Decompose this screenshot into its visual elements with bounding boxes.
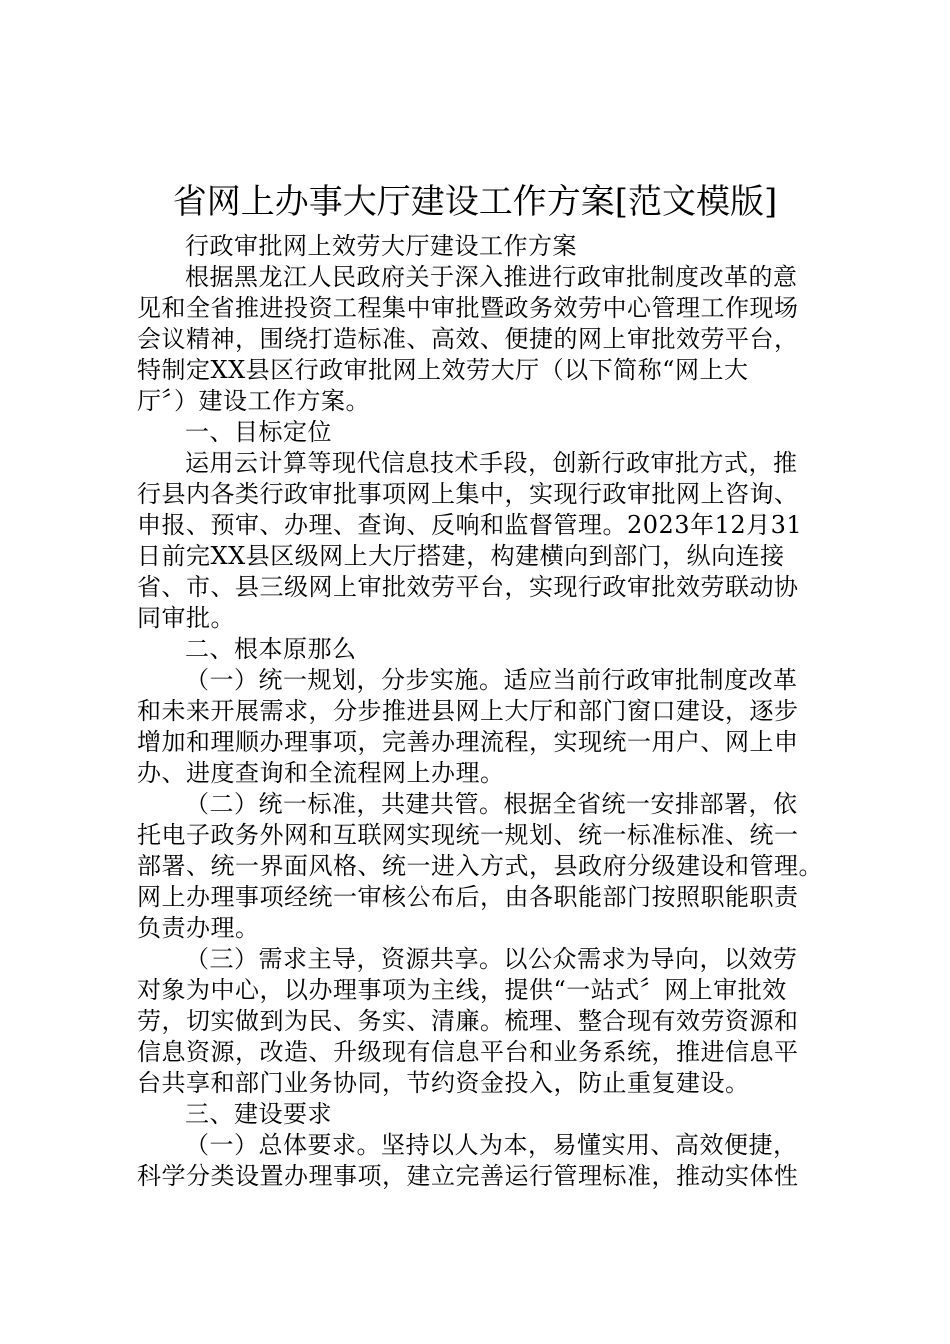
- body-line: 信息资源，改造、升级现有信息平台和业务系统，推进信息平: [137, 1038, 799, 1066]
- body-line: 省、市、县三级网上审批效劳平台，实现行政审批效劳联动协: [137, 573, 799, 601]
- body-line: 部署、统一界面风格、统一进入方式，县政府分级建设和管理。: [137, 852, 823, 880]
- body-line: 行县内各类行政审批事项网上集中，实现行政审批网上咨询、: [137, 480, 799, 508]
- body-line: 增加和理顺办理事项，完善办理流程，实现统一用户、网上申: [137, 728, 799, 756]
- body-line: 办、进度查询和全流程网上办理。: [137, 759, 505, 787]
- body-line: 会议精神，围绕打造标准、高效、便捷的网上审批效劳平台，: [137, 325, 799, 353]
- body-line: 根据黑龙江人民政府关于深入推进行政审批制度改革的意: [185, 263, 798, 291]
- body-line: 负责办理。: [137, 914, 260, 942]
- body-line: 厅〞）建设工作方案。: [137, 387, 370, 415]
- body-line: 三、建设要求: [185, 1100, 332, 1128]
- body-line: 申报、预审、办理、查询、反响和监督管理。2023年12月31: [137, 511, 803, 539]
- body-line: 台共享和部门业务协同，节约资金投入，防止重复建设。: [137, 1069, 750, 1097]
- body-line: 特制定XX县区行政审批网上效劳大厅（以下简称“网上大: [137, 356, 749, 384]
- body-line: （一）统一规划，分步实施。适应当前行政审批制度改革: [185, 666, 798, 694]
- body-line: （三）需求主导，资源共享。以公众需求为导向，以效劳: [185, 945, 798, 973]
- body-line: 二、根本原那么: [185, 635, 357, 663]
- document-title: 省网上办事大厅建设工作方案[范文模版]: [172, 182, 778, 222]
- body-line: 科学分类设置办理事项，建立完善运行管理标准，推动实体性: [137, 1162, 799, 1190]
- body-line: 网上办理事项经统一审核公布后，由各职能部门按照职能职责: [137, 883, 799, 911]
- body-line: 对象为中心，以办理事项为主线，提供“一站式〞网上审批效: [137, 976, 787, 1004]
- body-line: 运用云计算等现代信息技术手段，创新行政审批方式，推: [185, 449, 798, 477]
- document-body: [137, 231, 827, 1192]
- body-line: 托电子政务外网和互联网实现统一规划、统一标准标准、统一: [137, 821, 799, 849]
- body-line: （一）总体要求。坚持以人为本，易懂实用、高效便捷，: [185, 1131, 798, 1159]
- body-line: 一、目标定位: [185, 418, 332, 446]
- body-line: 见和全省推进投资工程集中审批暨政务效劳中心管理工作现场: [137, 294, 799, 322]
- body-line: 和未来开展需求，分步推进县网上大厅和部门窗口建设，逐步: [137, 697, 799, 725]
- body-line: 行政审批网上效劳大厅建设工作方案: [185, 232, 577, 260]
- body-line: 同审批。: [137, 604, 235, 632]
- body-line: 劳，切实做到为民、务实、清廉。梳理、整合现有效劳资源和: [137, 1007, 799, 1035]
- body-line: 日前完XX县区级网上大厅搭建，构建横向到部门，纵向连接: [137, 542, 785, 570]
- body-line: （二）统一标准，共建共管。根据全省统一安排部署，依: [185, 790, 798, 818]
